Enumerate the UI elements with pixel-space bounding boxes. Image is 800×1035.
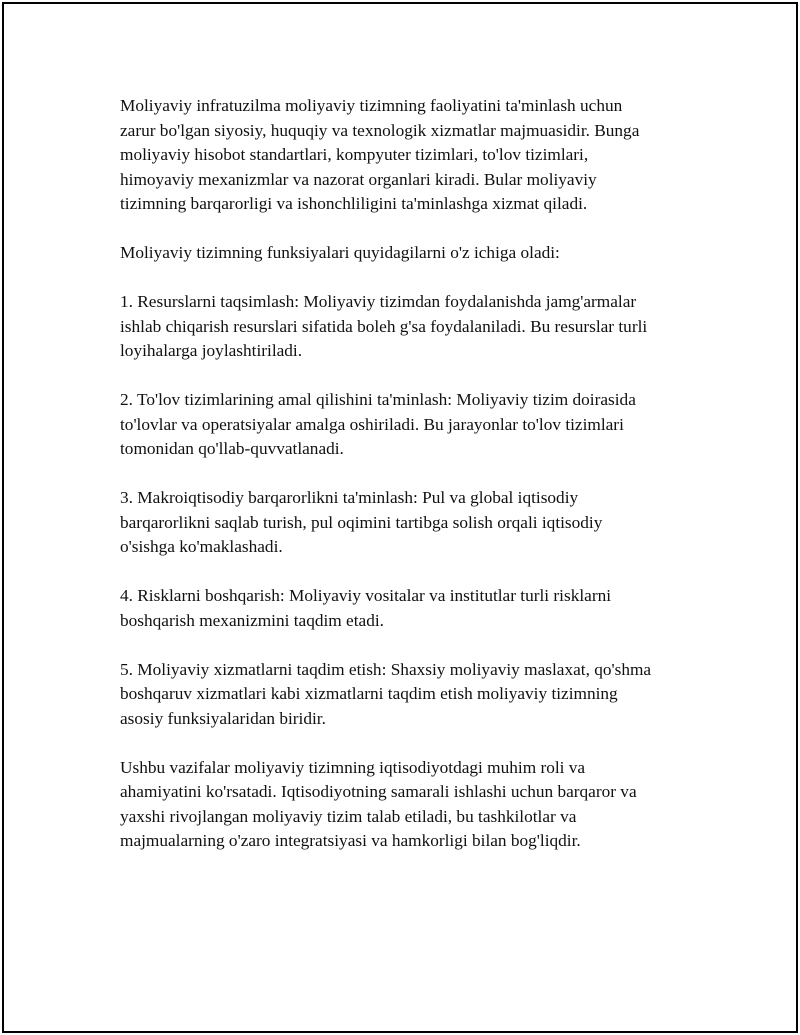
text-line: majmualarning o'zaro integratsiyasi va hamkorligi bilan bog'liqdir. <box>120 831 581 850</box>
text-line: 1. Resurslarni taqsimlash: Moliyaviy tizimdan foydalanishda jamg'armalar <box>120 292 637 311</box>
text-line: zarur bo'lgan siyosiy, huquqiy va texnologik xizmatlar majmuasidir. Bunga <box>120 120 640 140</box>
paragraph-item-5 <box>120 658 700 732</box>
paragraph-item-1 <box>120 290 700 364</box>
paragraph-conclusion <box>120 756 700 854</box>
text-line: 3. Makroiqtisodiy barqarorlikni ta'minlash: Pul va global iqtisodiy <box>120 488 579 507</box>
text-line: ishlab chiqarish resurslari sifatida boleh g'sa foydalaniladi. Bu resurslar turli <box>120 316 648 336</box>
text-line: ahamiyatini ko'rsatadi. Iqtisodiyotning samarali ishlashi uchun barqaror va <box>120 782 637 801</box>
text-line: moliyaviy hisobot standartlari, kompyuter tizimlari, to'lov tizimlari, <box>120 145 589 164</box>
text-line: yaxshi rivojlangan moliyaviy tizim talab etiladi, bu tashkilotlar va <box>120 806 577 826</box>
text-line: 4. Risklarni boshqarish: Moliyaviy vositalar va institutlar turli risklarni <box>120 586 612 605</box>
paragraph-item-3 <box>120 486 700 560</box>
text-line: tizimning barqarorligi va ishonchliligini ta'minlashga xizmat qiladi. <box>120 194 588 213</box>
text-line: boshqarish mexanizmini taqdim etadi. <box>120 610 384 630</box>
text-line: boshqaruv xizmatlari kabi xizmatlarni taqdim etish moliyaviy tizimning <box>120 684 618 703</box>
text-line: Moliyaviy infratuzilma moliyaviy tizimning faoliyatini ta'minlash uchun <box>120 96 623 115</box>
paragraph-intro <box>120 94 700 217</box>
text-line: himoyaviy mexanizmlar va nazorat organlari kiradi. Bular moliyaviy <box>120 169 597 189</box>
paragraph-item-2 <box>120 388 700 462</box>
text-line: loyihalarga joylashtiriladi. <box>120 341 303 360</box>
text-line: Moliyaviy tizimning funksiyalari quyidagilarni o'z ichiga oladi: <box>120 243 560 262</box>
page-frame <box>2 2 798 1033</box>
text-line: asosiy funksiyalaridan biridir. <box>120 708 326 728</box>
text-line: barqarorlikni saqlab turish, pul oqimini tartibga solish orqali iqtisodiy <box>120 512 603 532</box>
text-line: 2. To'lov tizimlarining amal qilishini ta'minlash: Moliyaviy tizim doirasida <box>120 390 636 409</box>
paragraph-functions-heading <box>120 241 700 266</box>
text-line: o'sishga ko'maklashadi. <box>120 537 283 556</box>
text-line: 5. Moliyaviy xizmatlarni taqdim etish: Shaxsiy moliyaviy maslaxat, qo'shma <box>120 659 652 679</box>
text-line: Ushbu vazifalar moliyaviy tizimning iqtisodiyotdagi muhim roli va <box>120 757 586 777</box>
text-line: to'lovlar va operatsiyalar amalga oshiriladi. Bu jarayonlar to'lov tizimlari <box>120 414 624 434</box>
paragraph-item-4 <box>120 584 700 633</box>
text-line: tomonidan qo'llab-quvvatlanadi. <box>120 439 344 458</box>
document-body <box>120 94 700 878</box>
